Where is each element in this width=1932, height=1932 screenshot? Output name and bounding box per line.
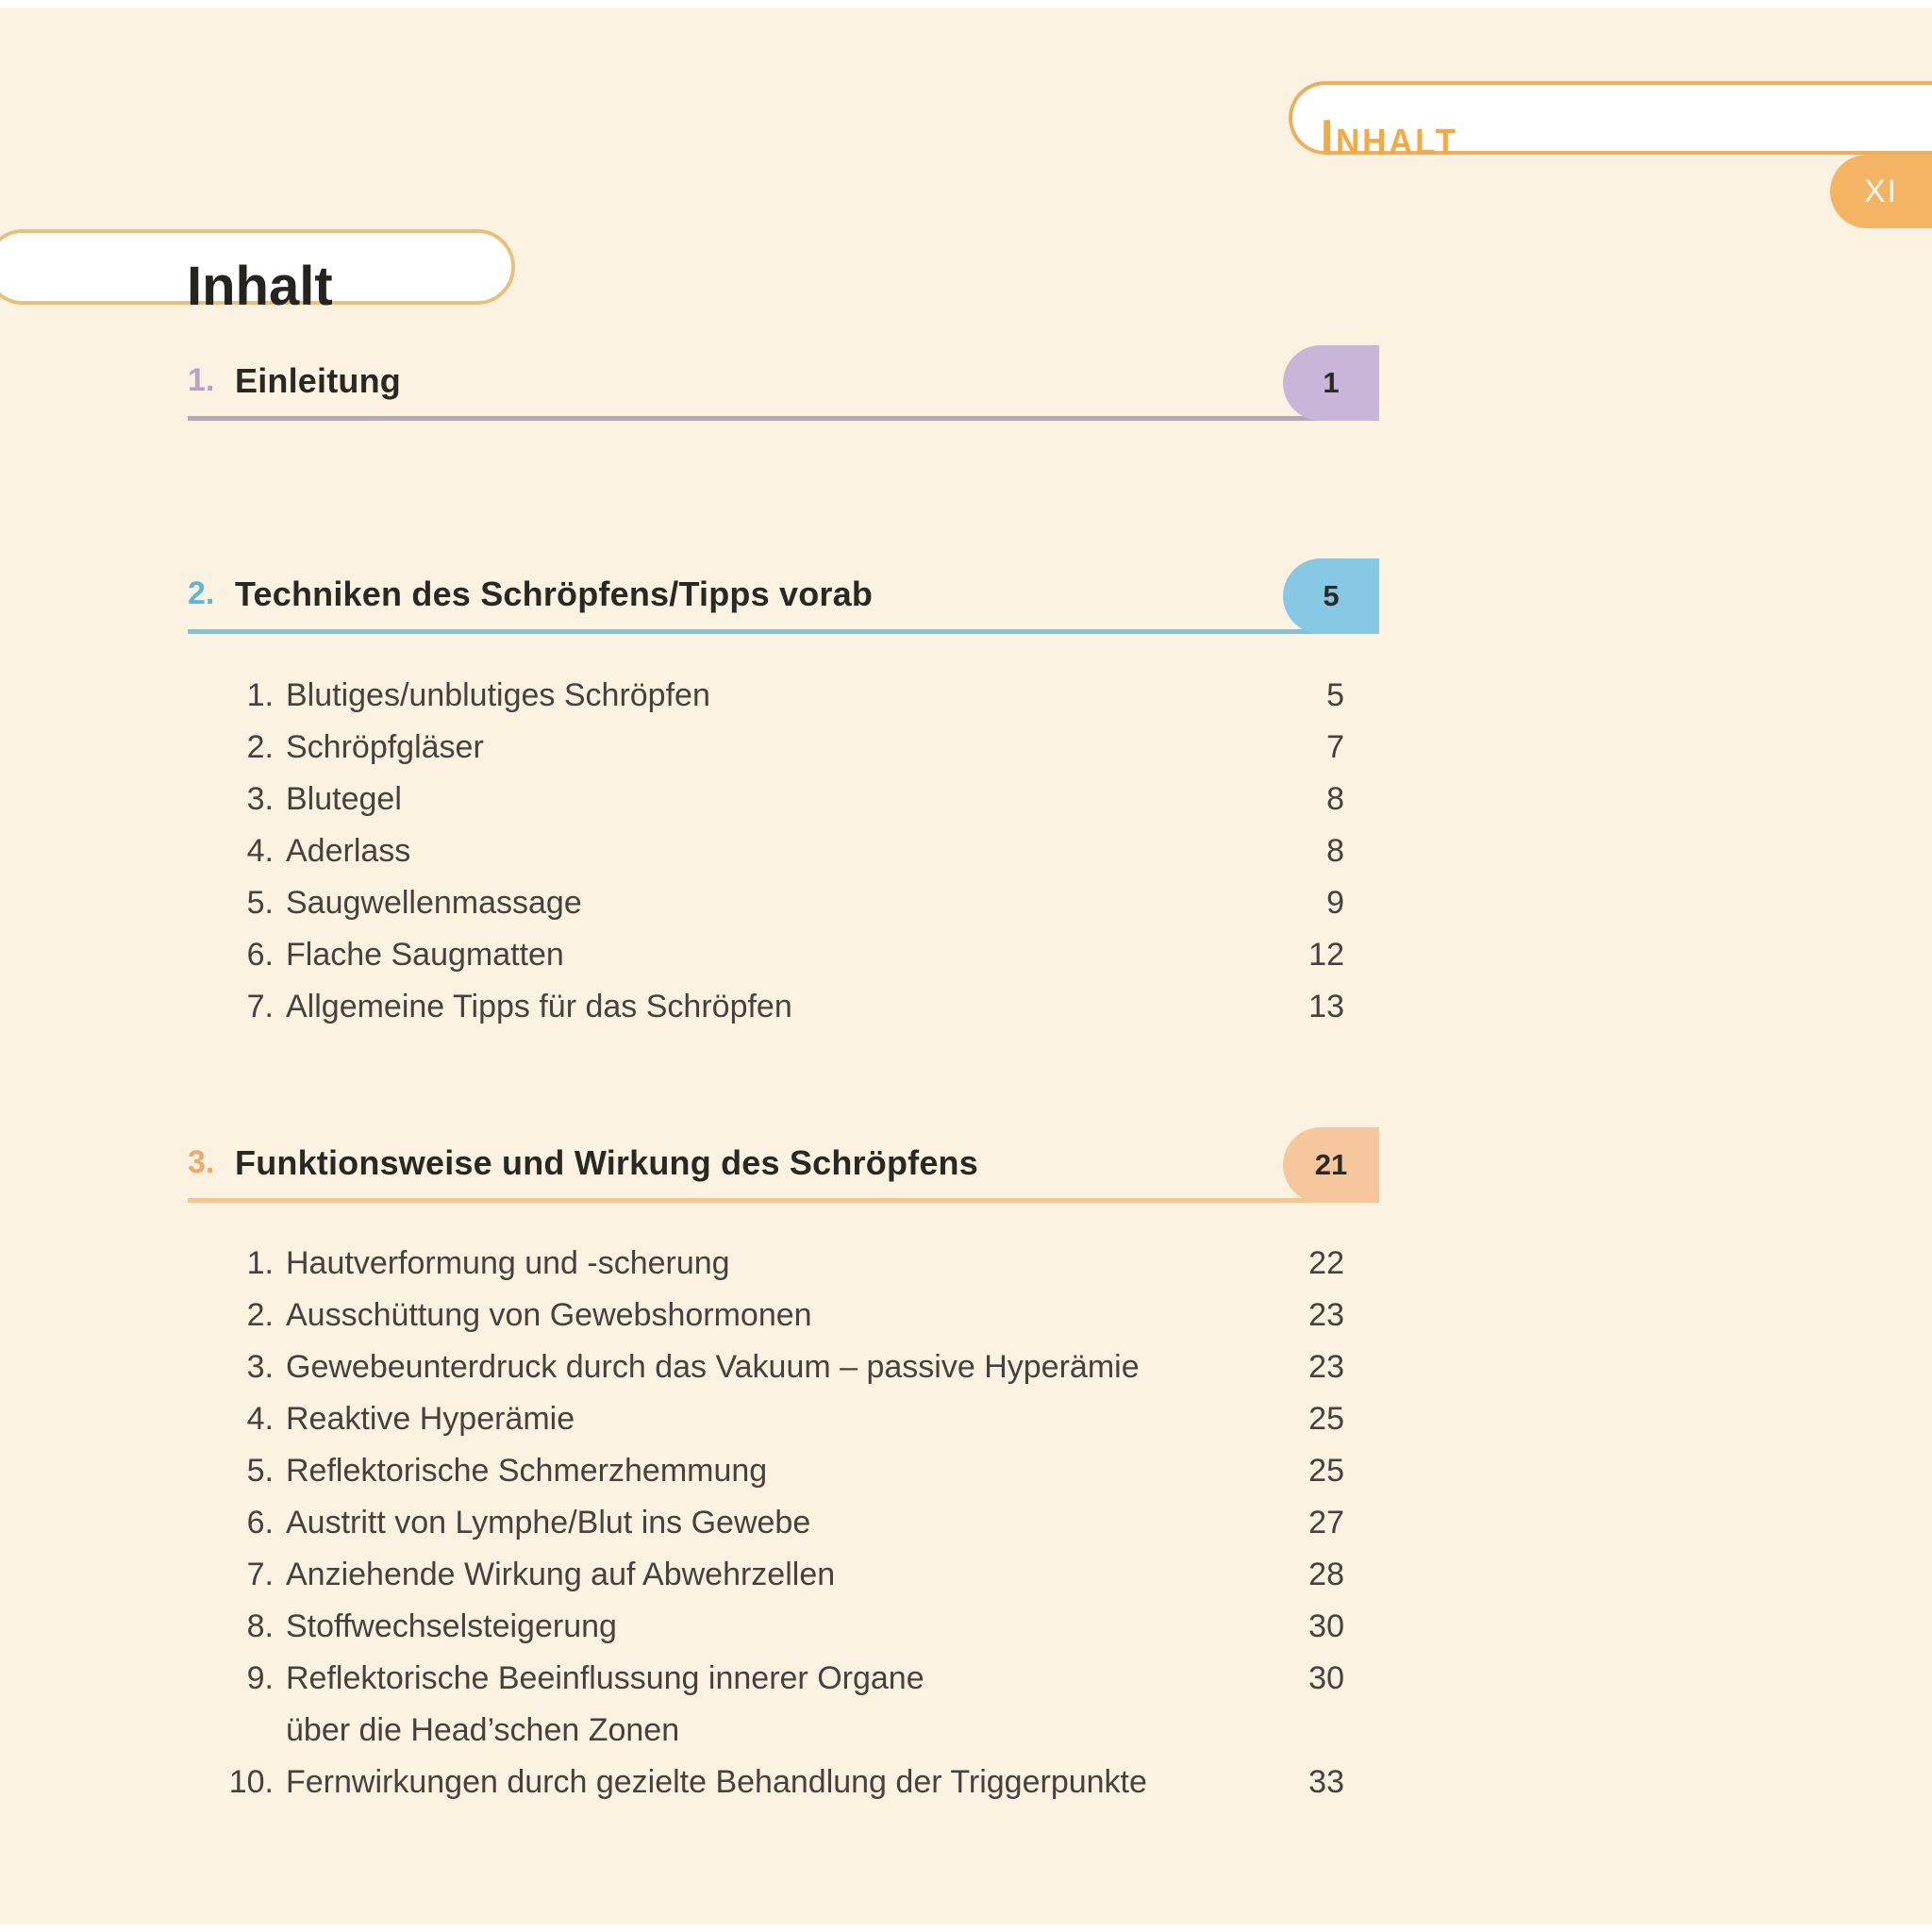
section-rule <box>188 416 1379 421</box>
toc-item <box>188 1653 1344 1705</box>
toc-item-label: Blutiges/unblutiges Schröpfen <box>286 677 710 713</box>
toc-item-page: 30 <box>1308 1608 1344 1644</box>
toc-item-number: 5. <box>246 885 274 921</box>
toc-item-label: Stoffwechselsteigerung <box>286 1608 617 1644</box>
section-title: Techniken des Schröpfens/Tipps vorab <box>235 574 874 613</box>
toc-item-page: 12 <box>1308 937 1344 973</box>
toc-item <box>188 825 1344 877</box>
section-title: Einleitung <box>235 360 401 400</box>
toc-item-label: Austritt von Lymphe/Blut ins Gewebe <box>286 1505 811 1541</box>
toc-item <box>188 1445 1344 1497</box>
toc-item <box>188 1757 1344 1808</box>
section-head <box>188 1127 1266 1198</box>
toc-item <box>188 877 1344 929</box>
running-header-initial: I <box>1321 110 1337 165</box>
section-heading-funktionsweise <box>188 1127 1379 1203</box>
toc-item-number: 1. <box>246 677 274 713</box>
page-title: Inhalt <box>187 256 333 317</box>
toc-item-label: Reflektorische Beeinflussung innerer Organe <box>286 1660 924 1696</box>
page-number-tab <box>1830 155 1932 228</box>
toc-item-page: 23 <box>1308 1297 1344 1333</box>
section-rule <box>188 629 1379 634</box>
toc-item <box>188 722 1344 774</box>
toc-item-label: Aderlass <box>286 833 411 869</box>
toc-item <box>188 1549 1344 1601</box>
toc-item-label: Saugwellenmassage <box>286 885 582 921</box>
section-page: 5 <box>1323 579 1340 612</box>
section-page-badge <box>1283 558 1379 634</box>
toc-item-number: 4. <box>246 1401 274 1437</box>
toc-item-page: 25 <box>1308 1453 1344 1489</box>
toc-item-label: Anziehende Wirkung auf Abwehrzellen <box>286 1557 836 1592</box>
toc-item <box>188 981 1344 1033</box>
section-number: 2. <box>188 575 215 611</box>
section-page-badge <box>1283 1127 1379 1203</box>
page-number-roman: XI <box>1863 173 1899 209</box>
toc-item-label: Schröpfgläser <box>286 729 484 765</box>
toc-item-page: 8 <box>1326 833 1344 869</box>
toc-item-number: 7. <box>246 989 274 1024</box>
toc-item <box>188 1238 1344 1290</box>
toc-item-number: 10. <box>228 1764 274 1800</box>
toc-item-page: 25 <box>1308 1401 1344 1437</box>
section-heading-einleitung <box>188 345 1379 421</box>
toc-item-continuation <box>188 1705 1344 1757</box>
toc-item-number: 2. <box>246 729 274 765</box>
running-header-rest: NHALT <box>1336 123 1458 162</box>
section-title: Funktionsweise und Wirkung des Schröpfens <box>235 1142 978 1182</box>
toc-item-page: 9 <box>1326 885 1344 921</box>
toc-item-number: 8. <box>246 1608 274 1644</box>
toc-item-label: Blutegel <box>286 781 402 817</box>
toc-item-label: Ausschüttung von Gewebshormonen <box>286 1297 812 1333</box>
toc-item-number: 6. <box>246 1505 274 1541</box>
toc-item-number: 4. <box>246 833 274 869</box>
toc-item <box>188 1601 1344 1653</box>
toc-item-label: Gewebeunterdruck durch das Vakuum – passive Hyperämie <box>286 1349 1140 1385</box>
section-page: 21 <box>1314 1148 1348 1181</box>
section-number: 1. <box>188 362 215 398</box>
toc-item-number: 3. <box>246 1349 274 1385</box>
toc-item-page: 7 <box>1326 729 1344 765</box>
running-header-title <box>1321 110 1458 165</box>
toc-item <box>188 670 1344 722</box>
toc-item <box>188 1393 1344 1445</box>
section-rule <box>188 1198 1379 1203</box>
toc-item-page: 30 <box>1308 1660 1344 1696</box>
toc-item <box>188 1497 1344 1549</box>
running-header-pill <box>1289 81 1932 165</box>
section-head <box>188 558 1266 629</box>
toc-item-page: 13 <box>1308 989 1344 1024</box>
page-edge-top <box>0 0 1932 8</box>
toc-item-page: 23 <box>1308 1349 1344 1385</box>
toc-item-page: 28 <box>1308 1557 1344 1592</box>
toc-item-number: 2. <box>246 1297 274 1333</box>
toc-item-number: 7. <box>246 1557 274 1592</box>
toc-item-page: 27 <box>1308 1505 1344 1541</box>
toc-item-number: 5. <box>246 1453 274 1489</box>
toc-item <box>188 1290 1344 1341</box>
toc-item-label-line2: über die Head’schen Zonen <box>286 1712 680 1748</box>
toc-item-label: Fernwirkungen durch gezielte Behandlung der Triggerpunkte <box>286 1764 1147 1800</box>
page-edge-bottom <box>0 1924 1932 1932</box>
toc-item-page: 33 <box>1308 1764 1344 1800</box>
toc-item-page: 22 <box>1308 1245 1344 1281</box>
toc-item-label: Hautverformung und -scherung <box>286 1245 730 1281</box>
section-heading-techniken <box>188 558 1379 634</box>
toc-item-label: Allgemeine Tipps für das Schröpfen <box>286 989 792 1024</box>
toc-item-page: 5 <box>1326 677 1344 713</box>
section-number: 3. <box>188 1144 215 1180</box>
toc-item-number: 6. <box>246 937 274 973</box>
toc-item <box>188 929 1344 981</box>
toc-item-number: 1. <box>246 1245 274 1281</box>
toc-item <box>188 774 1344 825</box>
section-page: 1 <box>1323 366 1340 399</box>
toc-list-funktionsweise <box>188 1238 1344 1808</box>
toc-item-label: Reflektorische Schmerzhemmung <box>286 1453 768 1489</box>
toc-item <box>188 1341 1344 1393</box>
toc-item-label: Reaktive Hyperämie <box>286 1401 575 1437</box>
section-page-badge <box>1283 345 1379 421</box>
toc-item-number: 9. <box>246 1660 274 1696</box>
toc-item-page: 8 <box>1326 781 1344 817</box>
section-head <box>188 345 1266 416</box>
toc-list-techniken <box>188 670 1344 1033</box>
toc-item-number: 3. <box>246 781 274 817</box>
toc-item-label: Flache Saugmatten <box>286 937 564 973</box>
page-title-pill <box>0 229 515 317</box>
